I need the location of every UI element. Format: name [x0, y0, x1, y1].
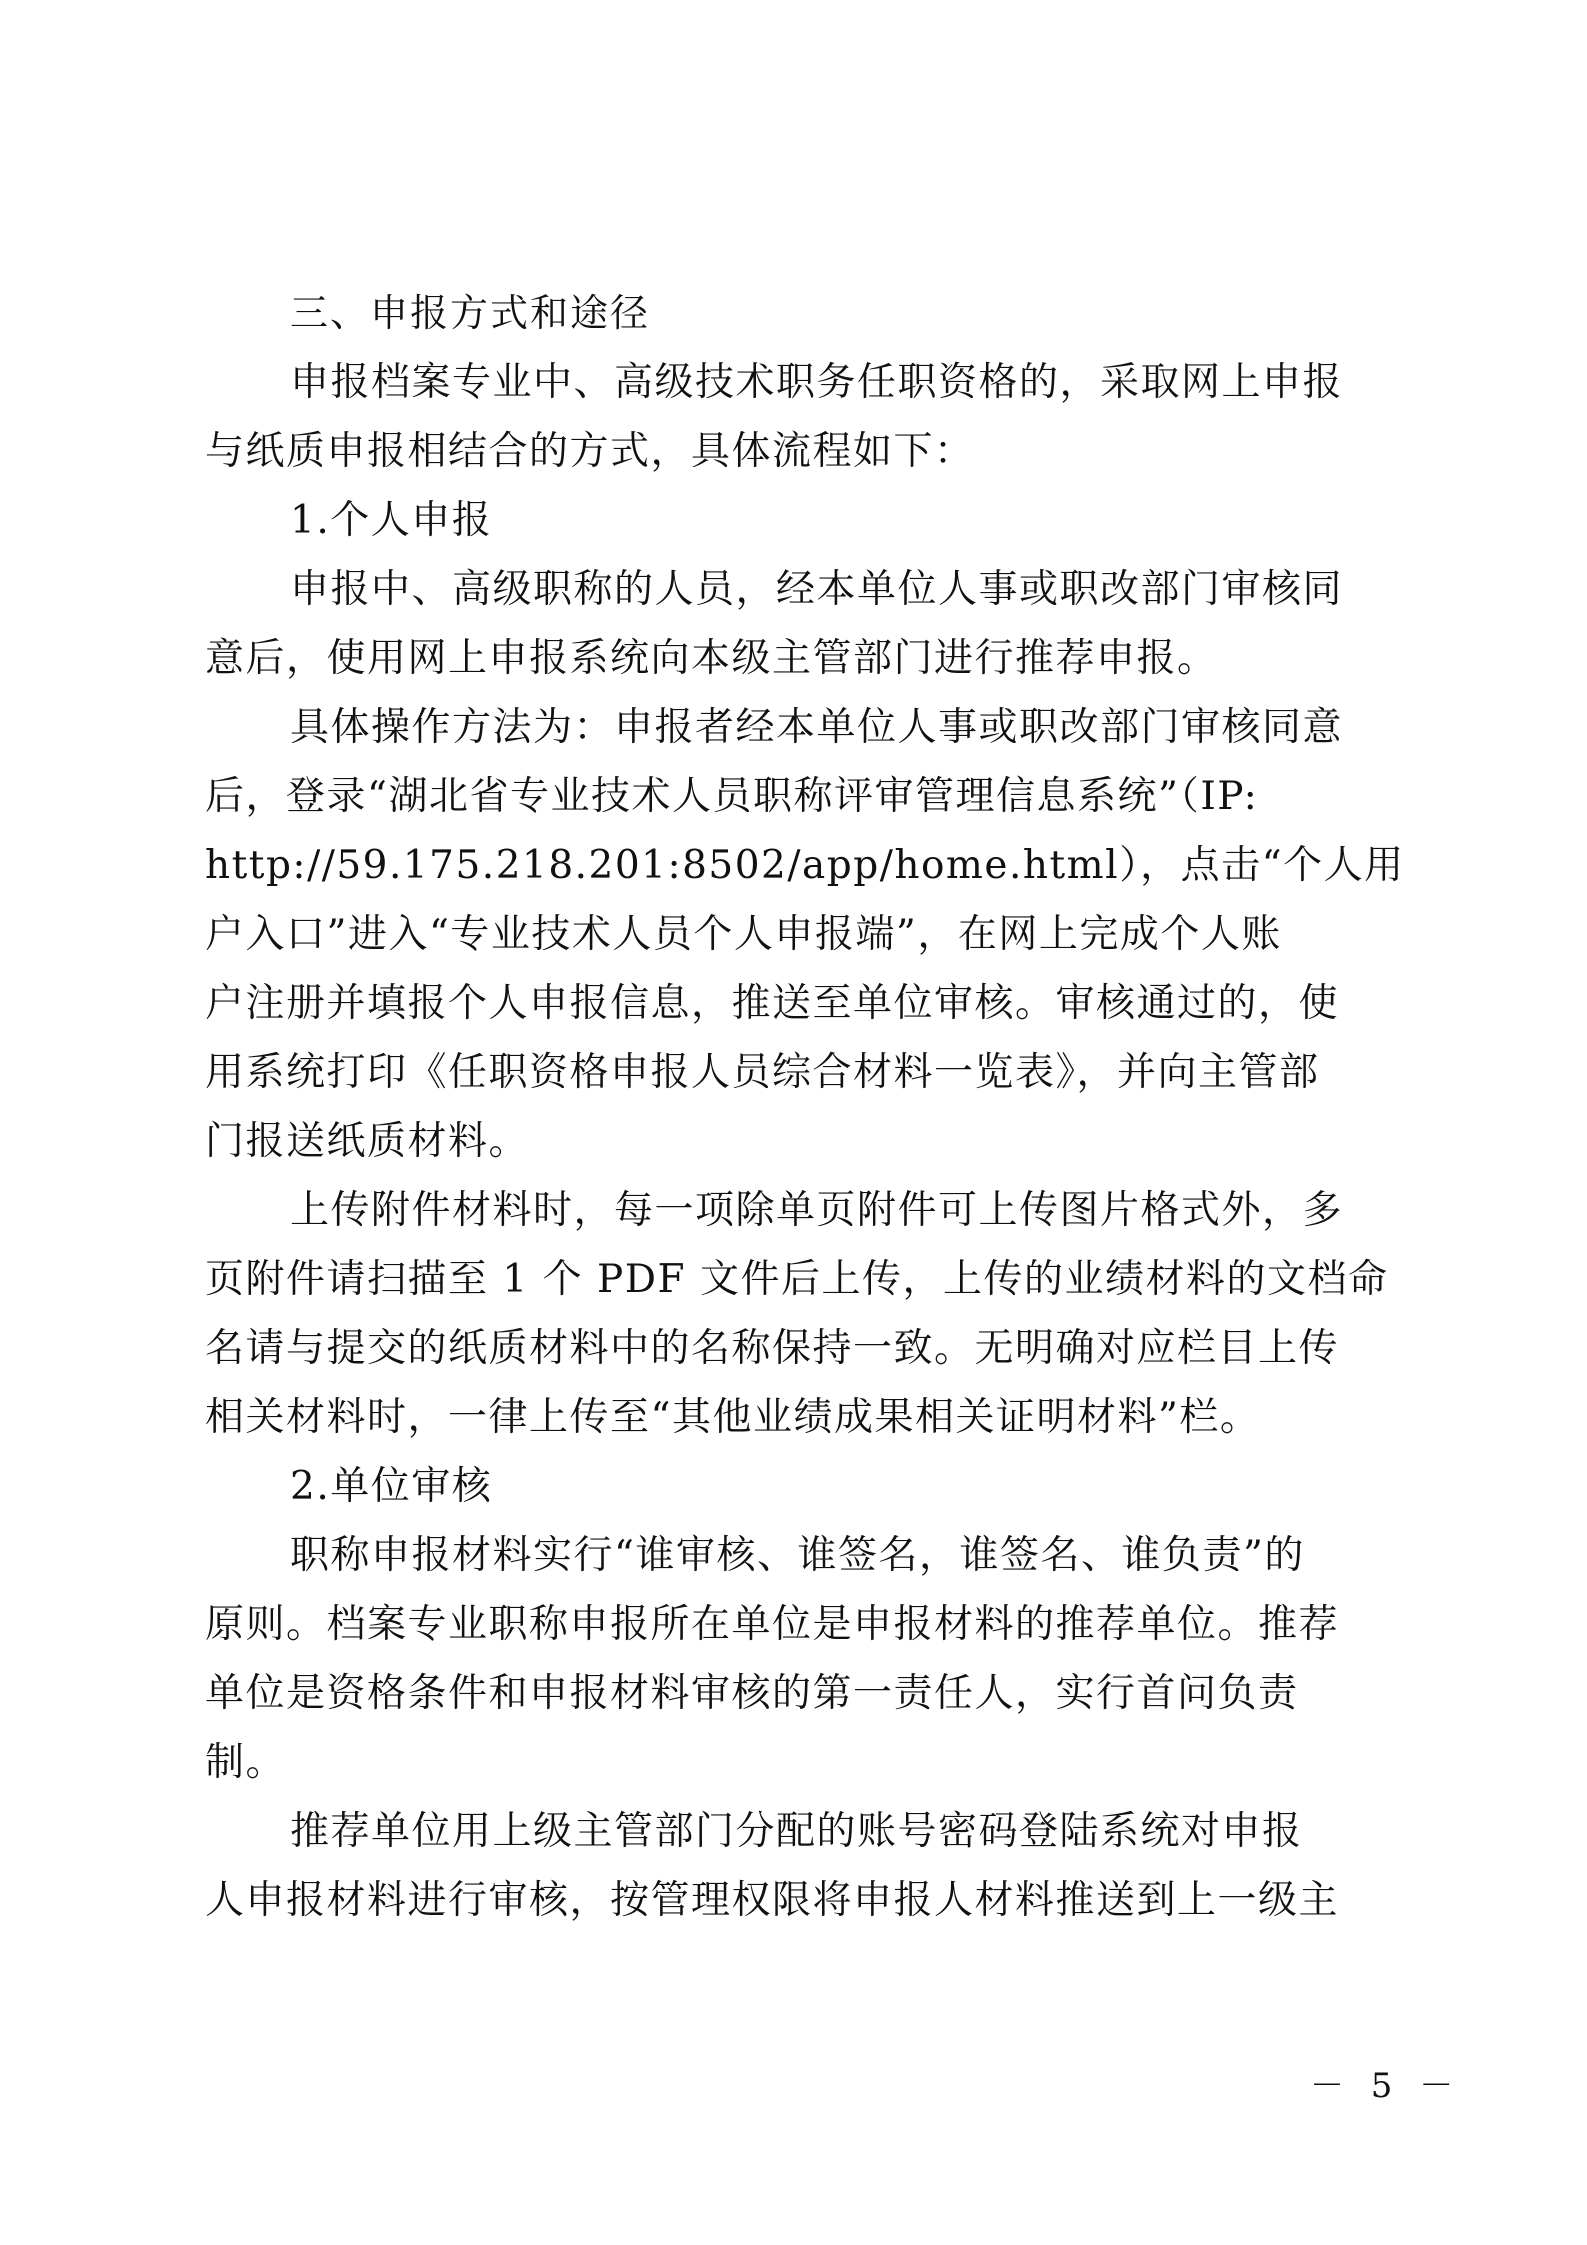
document-body	[205, 286, 1405, 1942]
paragraph-line: 人申报材料进行审核，按管理权限将申报人材料推送到上一级主	[205, 1878, 1340, 1923]
paragraph-line: 后，登录“湖北省专业技术人员职称评审管理信息系统”（IP:	[205, 774, 1259, 819]
paragraph-line: 相关材料时，一律上传至“其他业绩成果相关证明材料”栏。	[205, 1395, 1261, 1440]
page-number: － 5 －	[1310, 2066, 1462, 2106]
paragraph-line: 门报送纸质材料。	[205, 1119, 530, 1164]
paragraph-line: 原则。档案专业职称申报所在单位是申报材料的推荐单位。推荐	[205, 1602, 1340, 1647]
paragraph-line: 职称申报材料实行“谁审核、谁签名，谁签名、谁负责”的	[290, 1533, 1305, 1578]
paragraph-line: 用系统打印《任职资格申报人员综合材料一览表》，并向主管部	[205, 1050, 1320, 1095]
paragraph-line: 申报档案专业中、高级技术职务任职资格的，采取网上申报	[290, 360, 1344, 405]
paragraph-line: 制。	[205, 1740, 287, 1785]
paragraph-line: 上传附件材料时，每一项除单页附件可上传图片格式外，多	[290, 1188, 1344, 1233]
paragraph-line: 户注册并填报个人申报信息，推送至单位审核。审核通过的，使	[205, 981, 1340, 1026]
paragraph-line: 推荐单位用上级主管部门分配的账号密码登陆系统对申报	[290, 1809, 1303, 1854]
paragraph-line: 户入口”进入“专业技术人员个人申报端”，在网上完成个人账	[205, 912, 1282, 957]
paragraph-line: 单位是资格条件和申报材料审核的第一责任人，实行首问负责	[205, 1671, 1299, 1716]
paragraph-line: 申报中、高级职称的人员，经本单位人事或职改部门审核同	[290, 567, 1344, 612]
subsection-heading: 1.个人申报	[290, 498, 493, 543]
paragraph-line: 意后，使用网上申报系统向本级主管部门进行推荐申报。	[205, 636, 1218, 681]
paragraph-line: 与纸质申报相结合的方式，具体流程如下：	[205, 429, 975, 474]
paragraph-line: 具体操作方法为：申报者经本单位人事或职改部门审核同意	[290, 705, 1344, 750]
section-heading: 三、申报方式和途径	[290, 291, 651, 335]
subsection-heading: 2.单位审核	[290, 1464, 493, 1509]
paragraph-line: 页附件请扫描至 1 个 PDF 文件后上传，上传的业绩材料的文档命	[205, 1257, 1389, 1302]
paragraph-line: 名请与提交的纸质材料中的名称保持一致。无明确对应栏目上传	[205, 1326, 1340, 1371]
paragraph-line: http://59.175.218.201:8502/app/home.html），点击“个人用	[205, 843, 1405, 888]
